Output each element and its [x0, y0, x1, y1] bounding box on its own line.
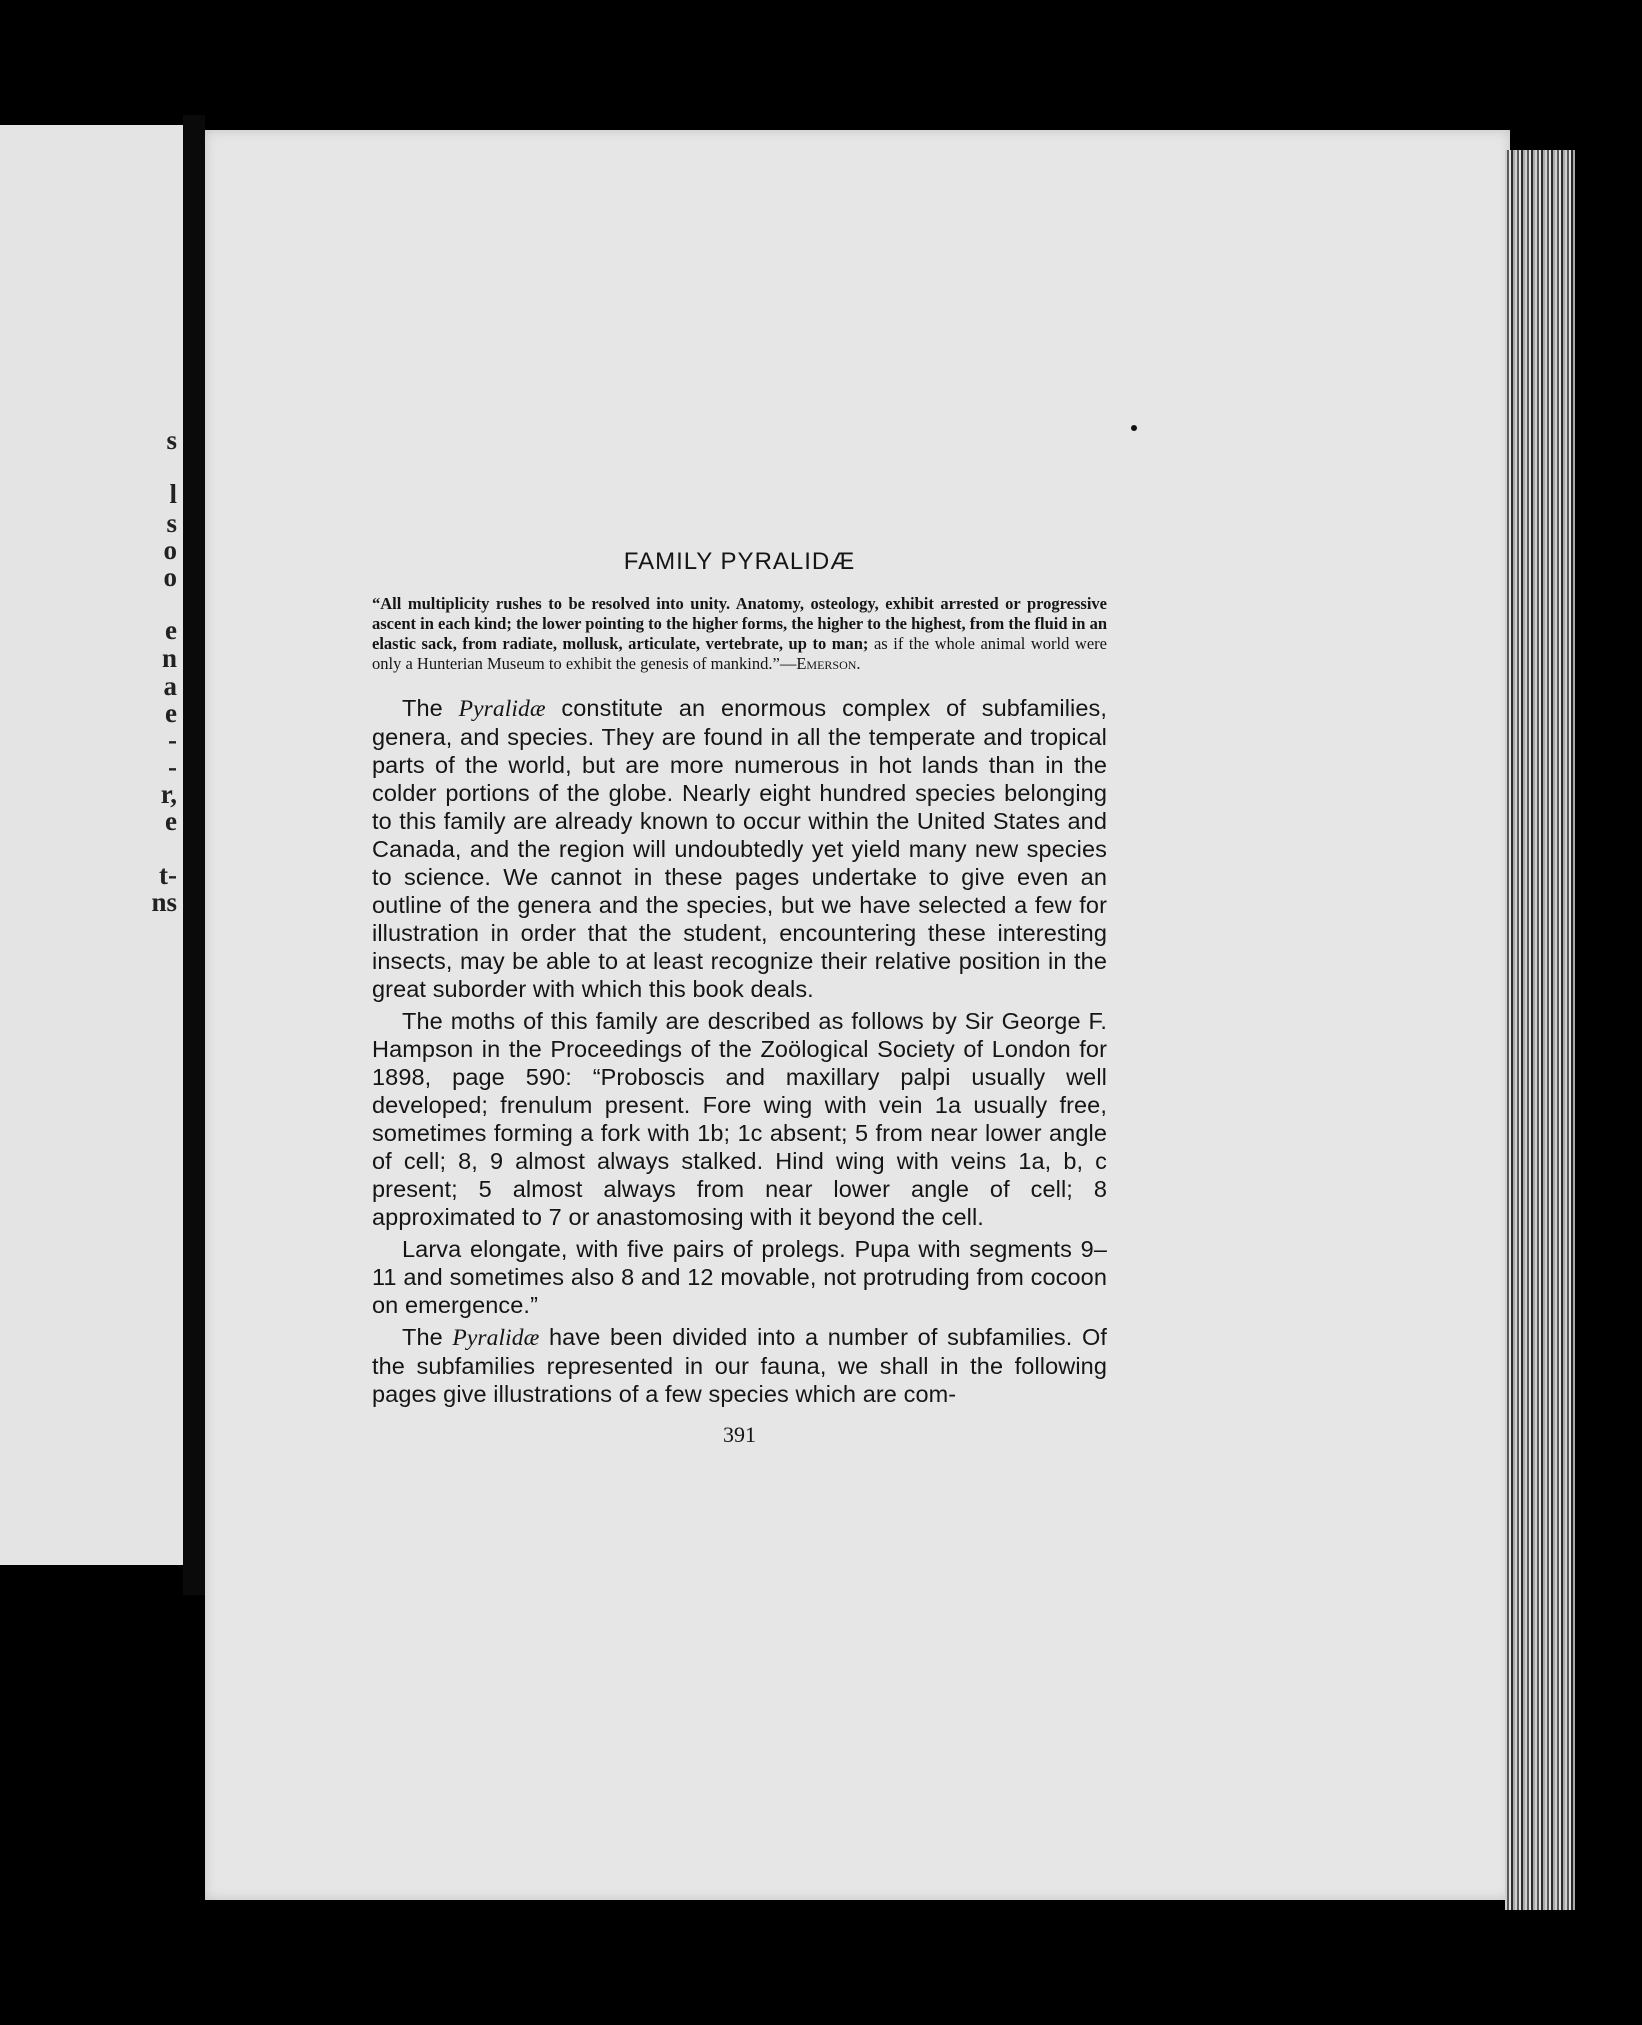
epigraph-attribution: Emerson.: [796, 654, 861, 673]
body-paragraph: [372, 1323, 1107, 1408]
page-title: FAMILY PYRALIDÆ: [623, 548, 856, 575]
page-content: [372, 548, 1107, 1448]
paragraph-text: constitute an enormous complex of subfamilies, genera, and species. They are found in all the temperate and tropical parts of the world, but are more numerous in hot lands than in the colder portions of the globe. Nearly eight hundred species belonging to this family are already known to occur within the United States and Canada, and the region will undoubtedly yet yield many new species to science. We cannot in these pages undertake to give even an outline of the genera and the species, but we have selected a few for illustration in order that the student, encountering these interesting insects, may be able to at least recognize their relative position in the great suborder with which this book deals.: [372, 695, 1107, 1002]
epigraph-rest: as if the whole animal world were only a Hunterian Museum to exhibit the genesis of mankind.”—: [372, 634, 1107, 673]
epigraph: [372, 594, 1107, 674]
left-fragment: ns: [151, 887, 177, 917]
body-paragraph: The moths of this family are described as follows by Sir George F. Hampson in the Proceedings of the Zoölogical Society of London for 1898, page 590: “Proboscis and maxillary palpi usually well developed; frenulum present. Fore wing with vein 1a usually free, sometimes forming a fork with 1b; 1c absent; 5 from near lower angle of cell; 8, 9 almost always stalked. Hind wing with veins 1a, b, c present; 5 almost always from near lower angle of cell; 8 approximated to 7 or anastomosing with it beyond the cell.: [372, 1008, 1107, 1230]
epigraph-lead: “All multiplicity rushes to be resolved into unity. Anatomy, osteology, exhibit arrested or progressive ascent in each kind; the lower pointing to the higher forms, the higher to the highest, from the fluid in an elastic sack, from radiate, mollusk, articulate, vertebrate, up to man;: [372, 594, 1107, 653]
body-paragraph: [372, 694, 1107, 1003]
left-fragment: a: [163, 671, 177, 701]
taxon-name: Pyralidæ: [452, 1325, 540, 1351]
left-fragment: s: [166, 425, 177, 455]
left-fragment: s: [166, 508, 177, 538]
taxon-name: Pyralidæ: [458, 696, 546, 722]
body-paragraph: Larva elongate, with five pairs of prolegs. Pupa with segments 9–11 and sometimes also 8 and 12 movable, not protruding from cocoon on emergence.”: [372, 1236, 1107, 1318]
left-fragment: r,: [160, 779, 177, 809]
left-fragment: t-: [159, 860, 177, 890]
book-gutter: [183, 115, 205, 1595]
page-edges: [1505, 150, 1575, 1910]
left-fragment: e: [165, 698, 177, 728]
paragraph-text: The: [402, 695, 459, 721]
left-fragment: -: [168, 725, 177, 755]
left-page: [0, 125, 183, 1565]
left-fragment: o: [163, 562, 177, 592]
left-fragment: l: [169, 479, 177, 509]
paragraph-text: have been divided into a number of subfamilies. Of the subfamilies represented in our fauna, we shall in the following pages give illustrations of a few species which are com-: [372, 1324, 1107, 1407]
ink-dot: [1131, 425, 1137, 431]
left-fragment: -: [168, 752, 177, 782]
left-fragment: e: [165, 615, 177, 645]
left-fragment: o: [163, 535, 177, 565]
paragraph-text: The: [402, 1324, 453, 1350]
left-fragment: n: [161, 643, 177, 673]
page-number: 391: [723, 1422, 756, 1447]
left-fragment: e: [165, 806, 177, 836]
